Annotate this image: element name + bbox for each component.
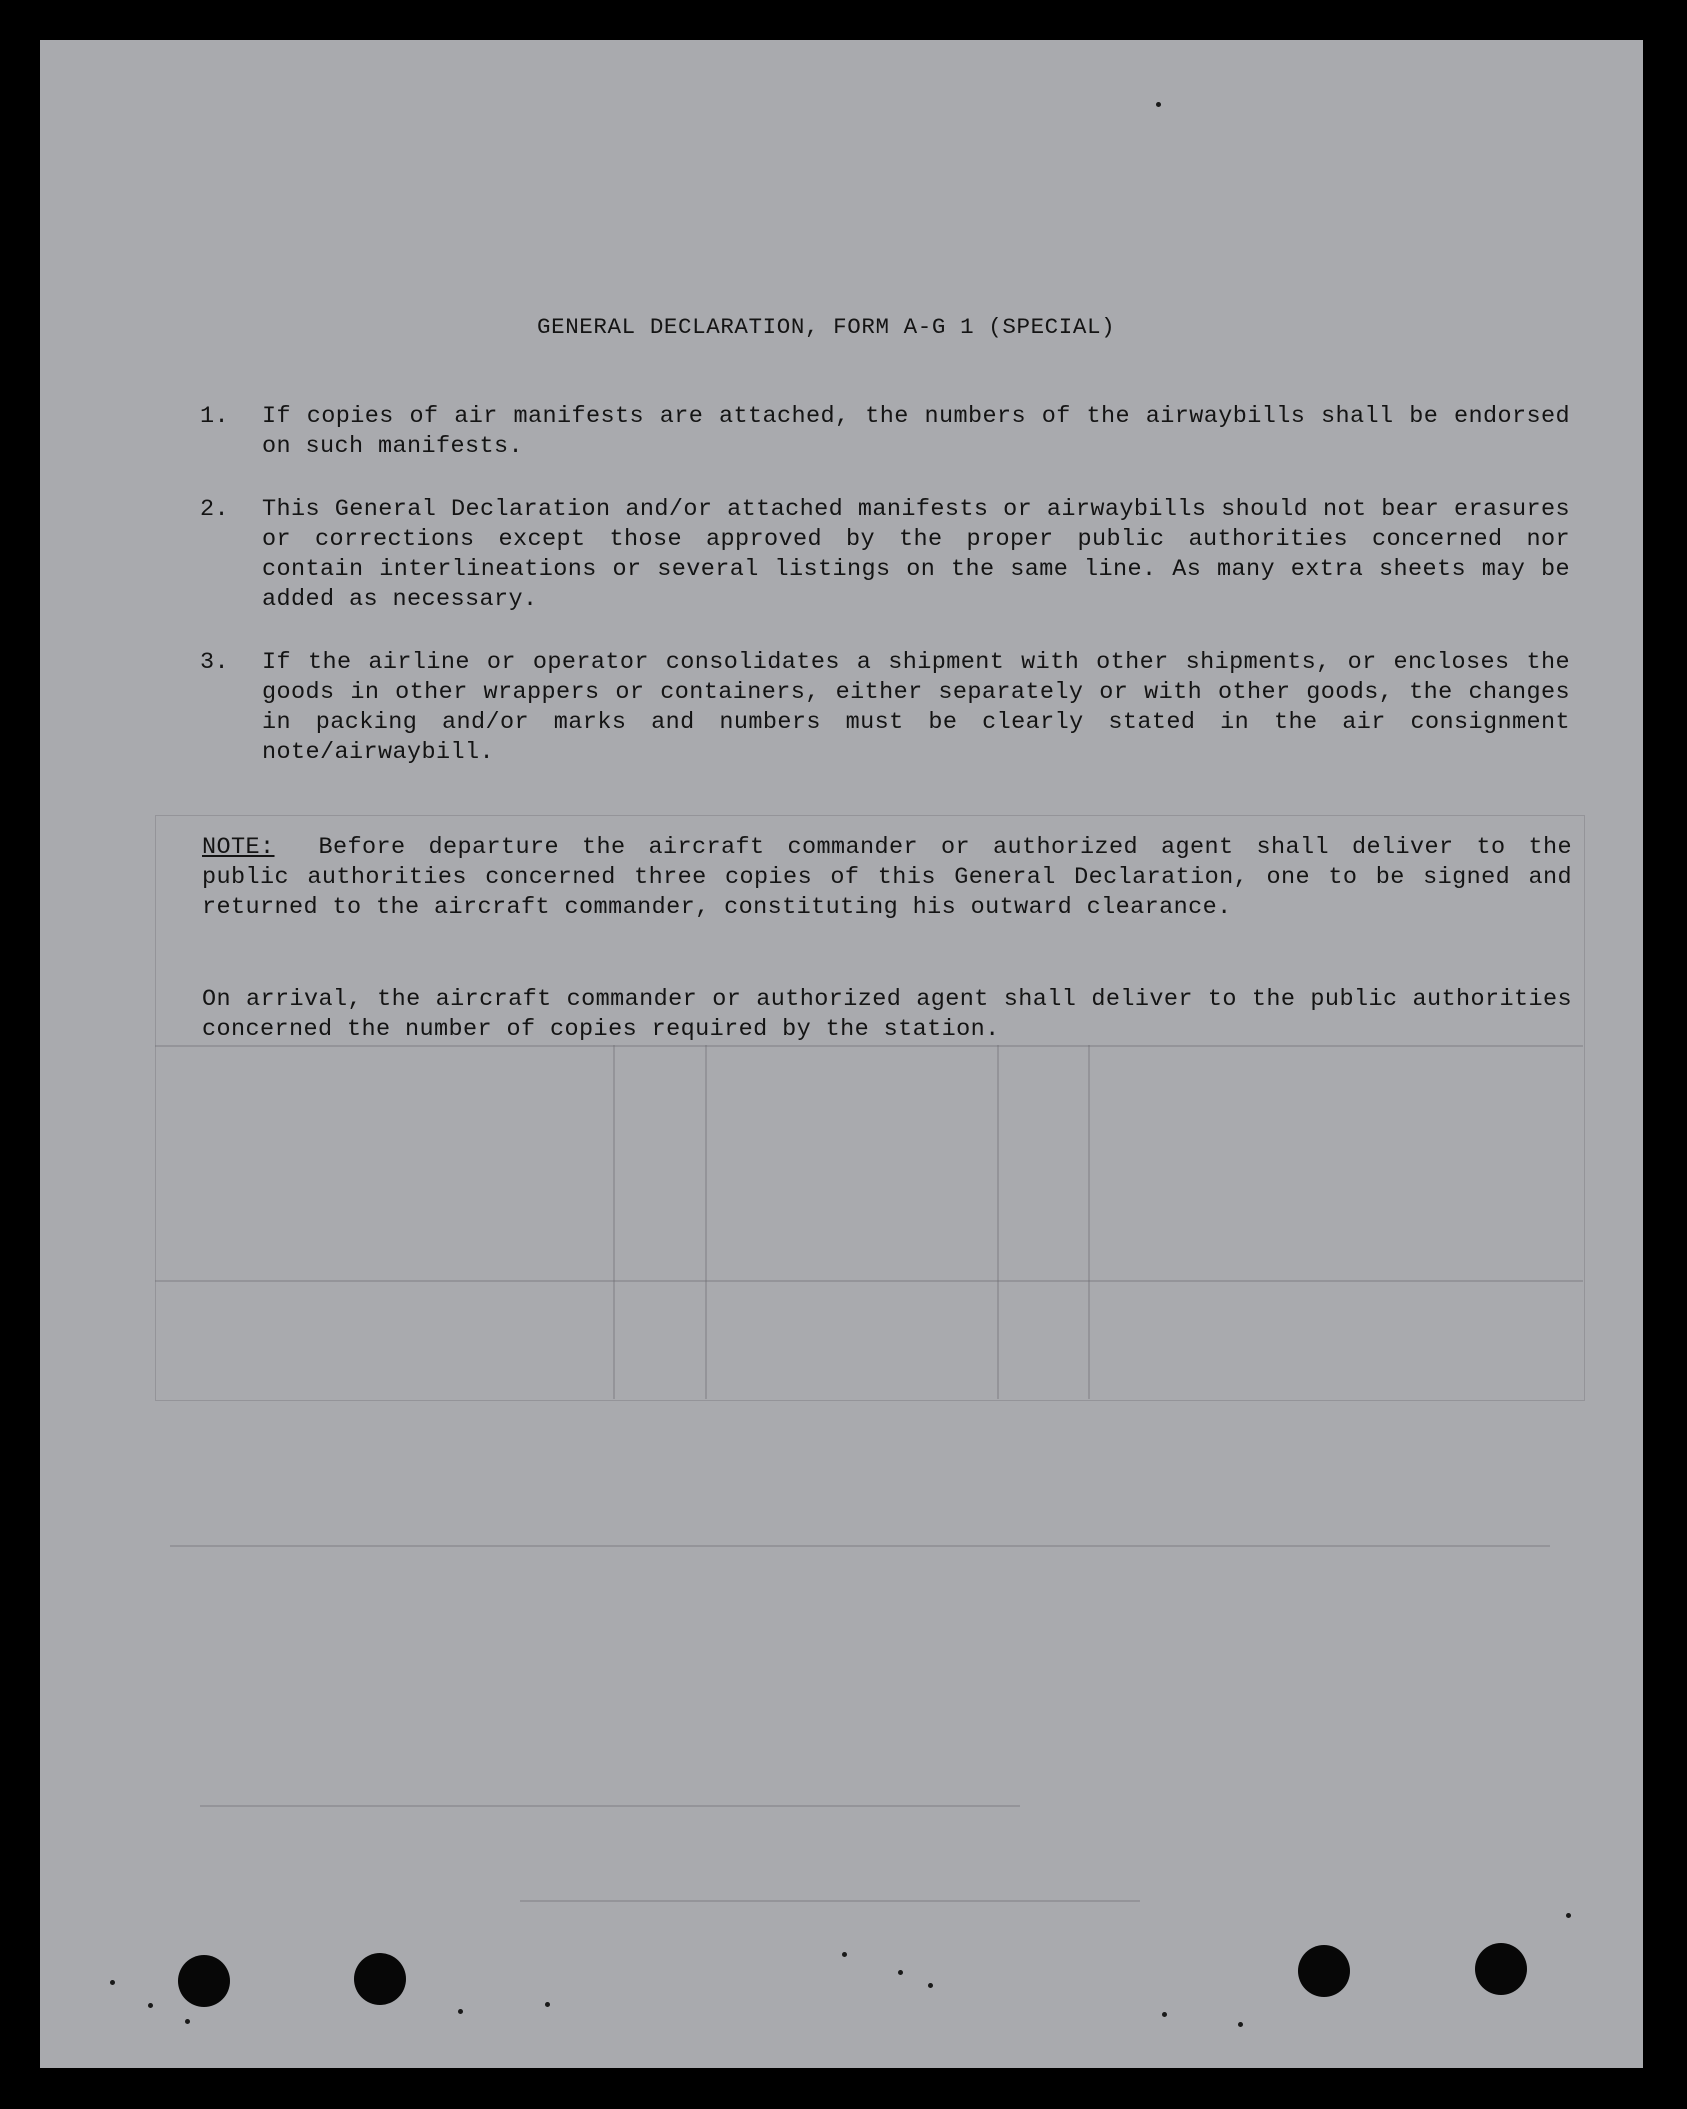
bleed-through-divider bbox=[997, 1045, 999, 1399]
paper-speck bbox=[545, 2002, 550, 2007]
paper-speck bbox=[898, 1970, 903, 1975]
punch-hole bbox=[178, 1955, 230, 2007]
document-page bbox=[40, 40, 1643, 2068]
paper-speck bbox=[185, 2019, 190, 2024]
paper-speck bbox=[1156, 102, 1161, 107]
bleed-through-divider bbox=[1088, 1045, 1090, 1399]
paper-speck bbox=[148, 2003, 153, 2008]
paper-speck bbox=[110, 1980, 115, 1985]
bleed-through-divider bbox=[613, 1045, 615, 1399]
instruction-item-3 bbox=[200, 648, 1570, 768]
bleed-through-rule bbox=[520, 1900, 1140, 1902]
item-number: 2. bbox=[200, 496, 230, 523]
punch-hole bbox=[354, 1953, 406, 2005]
item-number: 1. bbox=[200, 403, 230, 430]
bleed-through-rule bbox=[155, 1045, 1583, 1047]
paper-speck bbox=[842, 1952, 847, 1957]
paper-speck bbox=[1566, 1913, 1571, 1918]
punch-hole bbox=[1475, 1943, 1527, 1995]
item-text: If the airline or operator consolidates a shipment with other shipments, or encloses the goods in other wrappers or containers, either separately or with other goods, the changes in packing and/or marks and numbers must be clearly stated in the air consignment note/airwaybill. bbox=[262, 649, 1570, 766]
punch-hole bbox=[1298, 1945, 1350, 1997]
item-number: 3. bbox=[200, 649, 230, 676]
item-text: If copies of air manifests are attached, the numbers of the airwaybills shall be endorsed on such manifests. bbox=[262, 403, 1570, 460]
arrival-paragraph: On arrival, the aircraft commander or authorized agent shall deliver to the public authorities concerned the number of copies required by the station. bbox=[202, 986, 1572, 1043]
bleed-through-rule bbox=[170, 1545, 1550, 1547]
note-text: Before departure the aircraft commander or authorized agent shall deliver to the public authorities concerned three copies of this General Declaration, one to be signed and returned to the aircraft commander, constituting his outward clearance. bbox=[202, 834, 1572, 921]
paper-speck bbox=[928, 1983, 933, 1988]
instruction-item-2 bbox=[200, 495, 1570, 615]
bleed-through-divider bbox=[705, 1045, 707, 1399]
page-title: GENERAL DECLARATION, FORM A-G 1 (SPECIAL) bbox=[537, 314, 1116, 340]
paper-speck bbox=[458, 2009, 463, 2014]
paper-speck bbox=[1238, 2022, 1243, 2027]
bleed-through-rule bbox=[200, 1805, 1020, 1807]
bleed-through-rule bbox=[155, 1280, 1583, 1282]
instruction-item-1 bbox=[200, 402, 1570, 462]
note-paragraph bbox=[202, 833, 1572, 923]
item-text: This General Declaration and/or attached manifests or airwaybills should not bear erasures or corrections except those approved by the proper public authorities concerned nor contain interlineations or several listings on the same line. As many extra sheets may be added as necessary. bbox=[262, 496, 1570, 613]
paper-speck bbox=[1162, 2012, 1167, 2017]
note-label: NOTE: bbox=[202, 834, 275, 861]
